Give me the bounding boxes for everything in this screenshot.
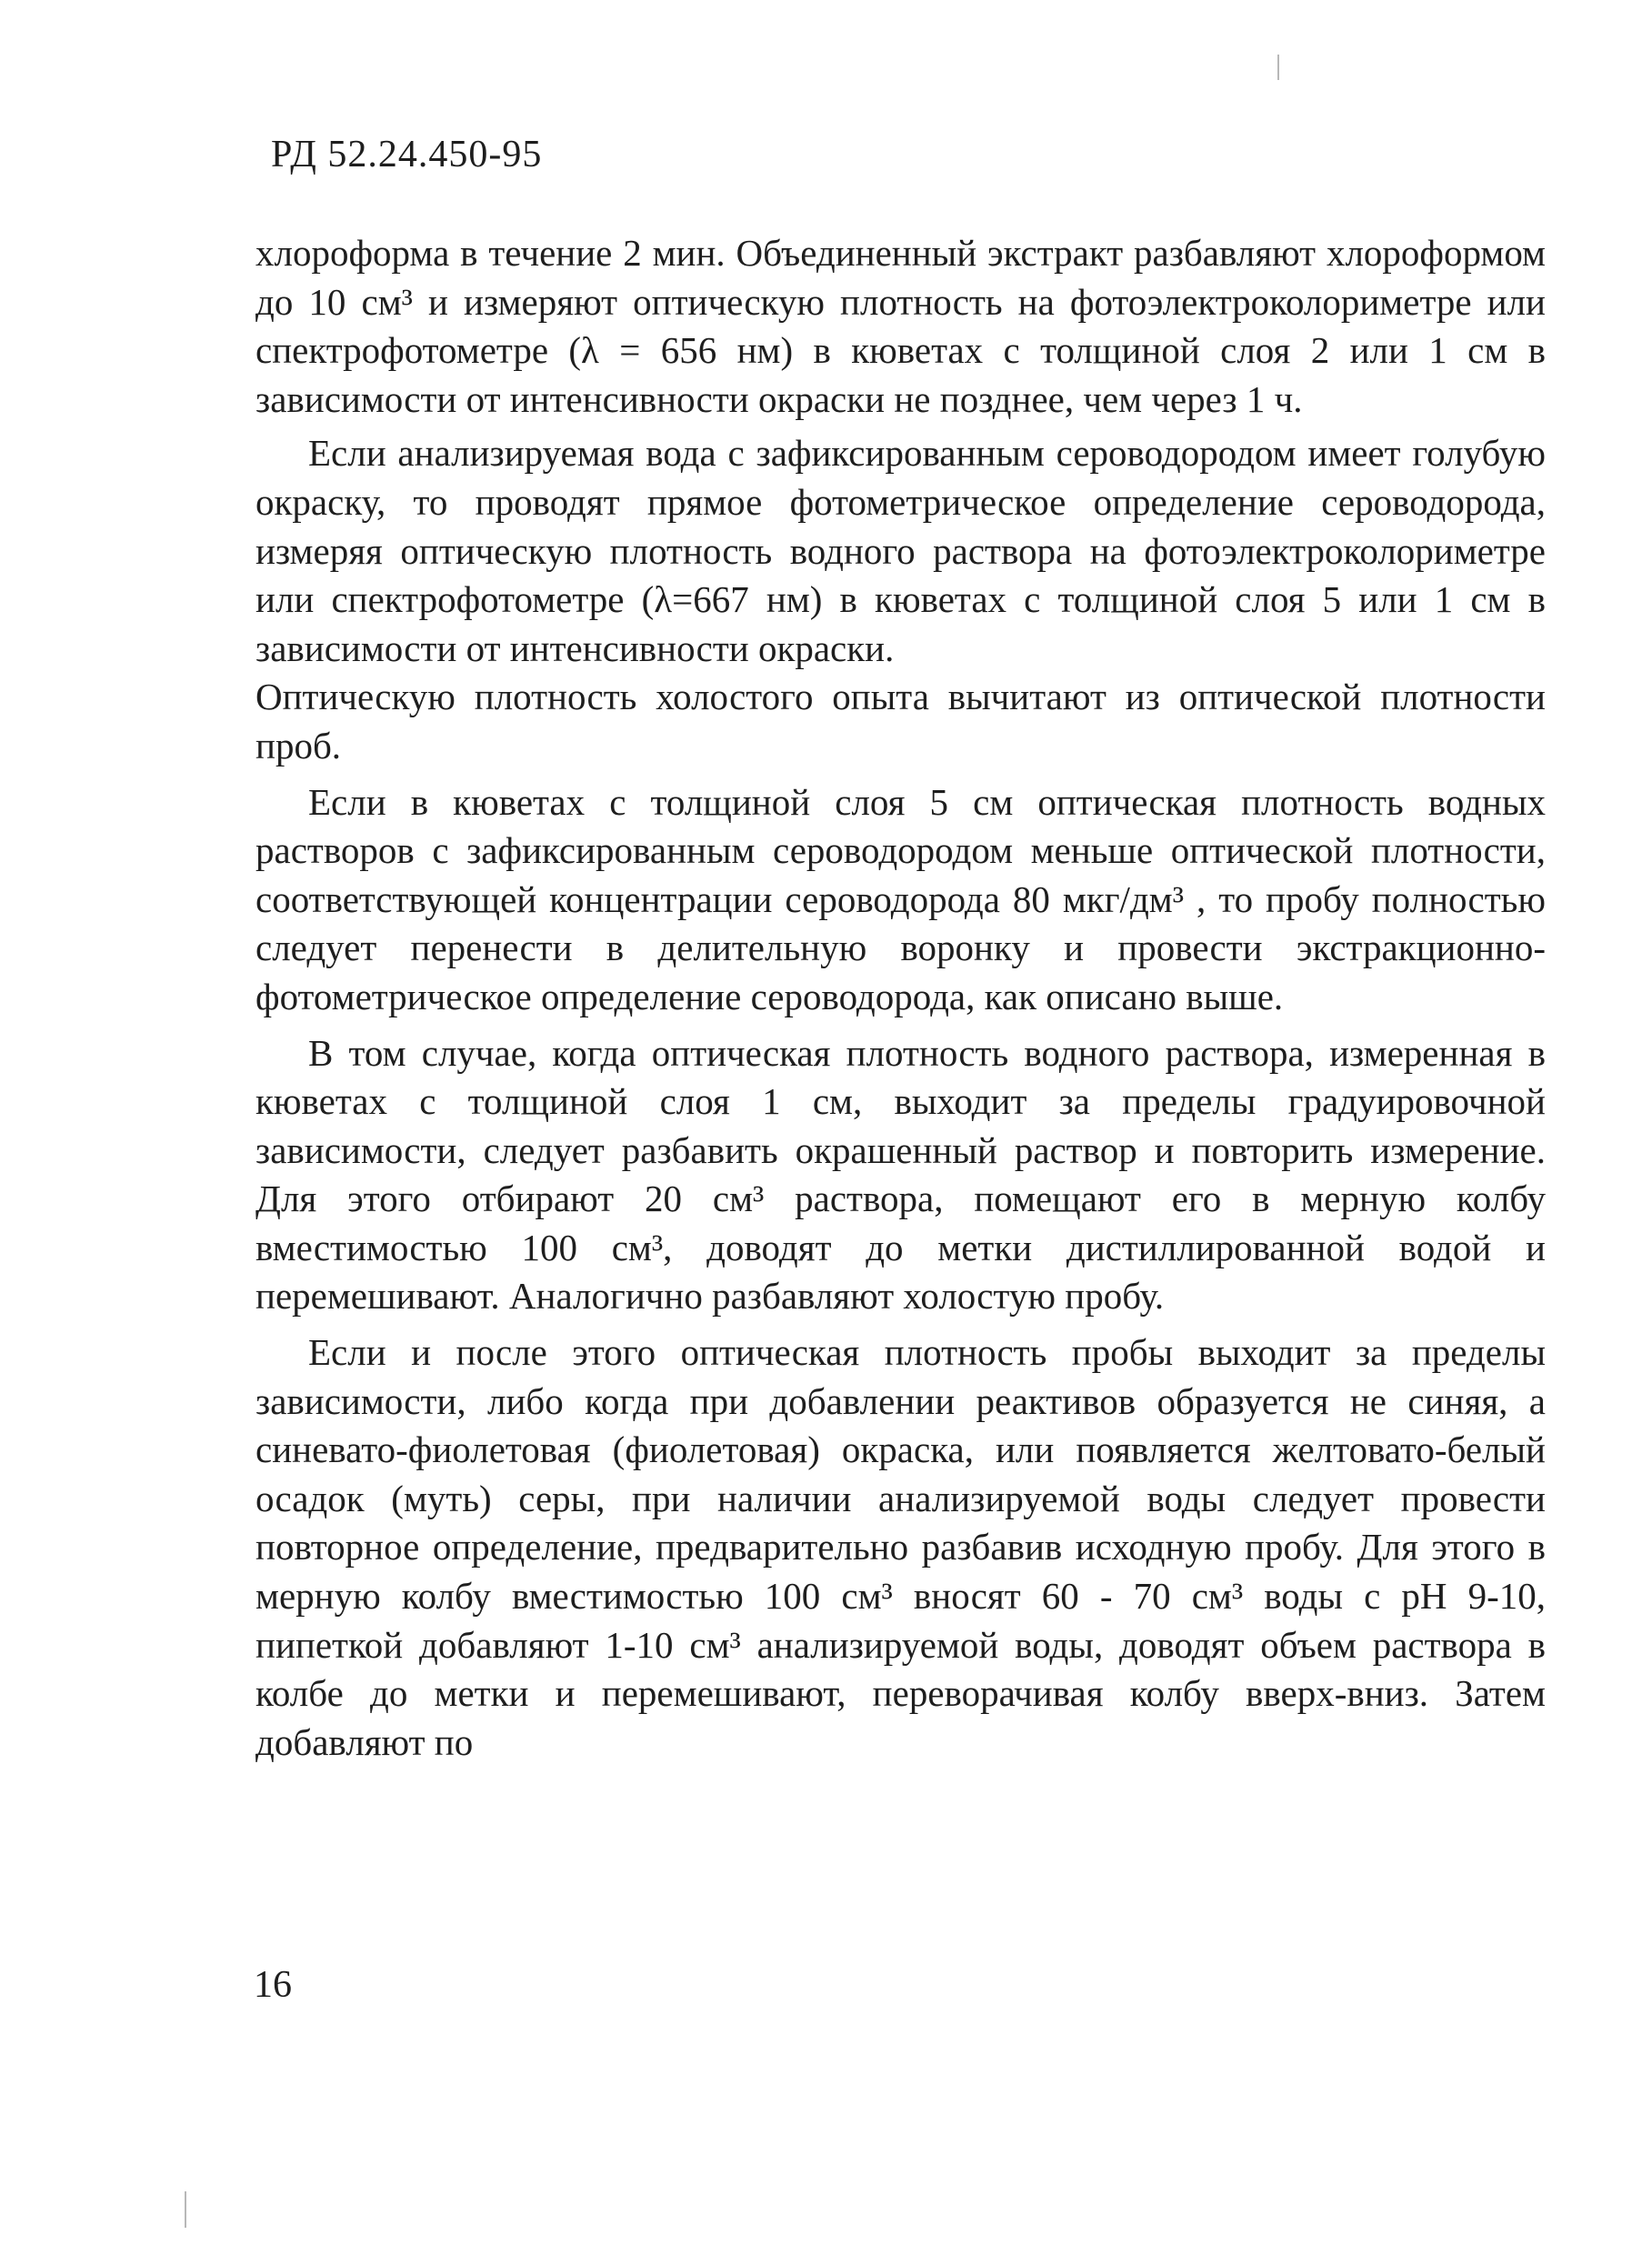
scan-margin-mark [185,2191,186,2228]
page-body [255,229,1546,1767]
paragraph-low-density: Если в кюветах с толщиной слоя 5 см оптическая плотность водных растворов с зафиксированным сероводородом меньше оптической плотности, соответствующей концентрации сероводорода 80 мкг/дм³ , то пробу полностью следует перенести в делительную воронку и провести экстракционно-фотометрическое определение сероводорода, как описано выше. [255,780,1546,1017]
scan-margin-mark [1277,55,1279,80]
paragraph-blank-subtraction: Оптическую плотность холостого опыта вычитают из оптической плотности проб. [255,676,1546,767]
page-number: 16 [254,1964,292,2006]
paragraph-extraction-measurement: хлороформа в течение 2 мин. Объединенный экстракт разбавляют хлороформом до 10 см³ и измеряют оптическую плотность на фотоэлектроколориметре или спектрофотометре (λ = 656 нм) в кюветах с толщиной слоя 2 или 1 см в зависимости от интенсивности окраски не позднее, чем через 1 ч. [255,232,1546,420]
document-code-header: РД 52.24.450-95 [271,134,543,175]
paragraph-direct-photometric: Если анализируемая вода с зафиксированным сероводородом имеет голубую окраску, то проводят прямое фотометрическое определение сероводорода, измеряя оптическую плотность водного раствора на фотоэлектроколориметре или спектрофотометре (λ=667 нм) в кюветах с толщиной слоя 5 или 1 см в зависимости от интенсивности окраски. [255,432,1546,669]
paragraph-dilution: В том случае, когда оптическая плотность водного раствора, измеренная в кюветах с толщиной слоя 1 см, выходит за пределы градуировочной зависимости, следует разбавить окрашенный раствор и повторить измерение. Для этого отбирают 20 см³ раствора, помещают его в мерную колбу вместимостью 100 см³, доводят до метки дистиллированной водой и перемешивают. Аналогично разбавляют холостую пробу. [255,1031,1546,1318]
paragraph-repeat-determination: Если и после этого оптическая плотность пробы выходит за пределы зависимости, либо когда при добавлении реактивов образуется не синяя, а синевато-фиолетовая (фиолетовая) окраска, или появляется желтовато-белый осадок (муть) серы, при наличии анализируемой воды следует провести повторное определение, предварительно разбавив исходную пробу. Для этого в мерную колбу вместимостью 100 см³ вносят 60 - 70 см³ воды с pH 9-10, пипеткой добавляют 1-10 см³ анализируемой воды, доводят объем раствора в колбе до метки и перемешивают, переворачивая колбу вверх-вниз. Затем добавляют по [255,1331,1546,1763]
